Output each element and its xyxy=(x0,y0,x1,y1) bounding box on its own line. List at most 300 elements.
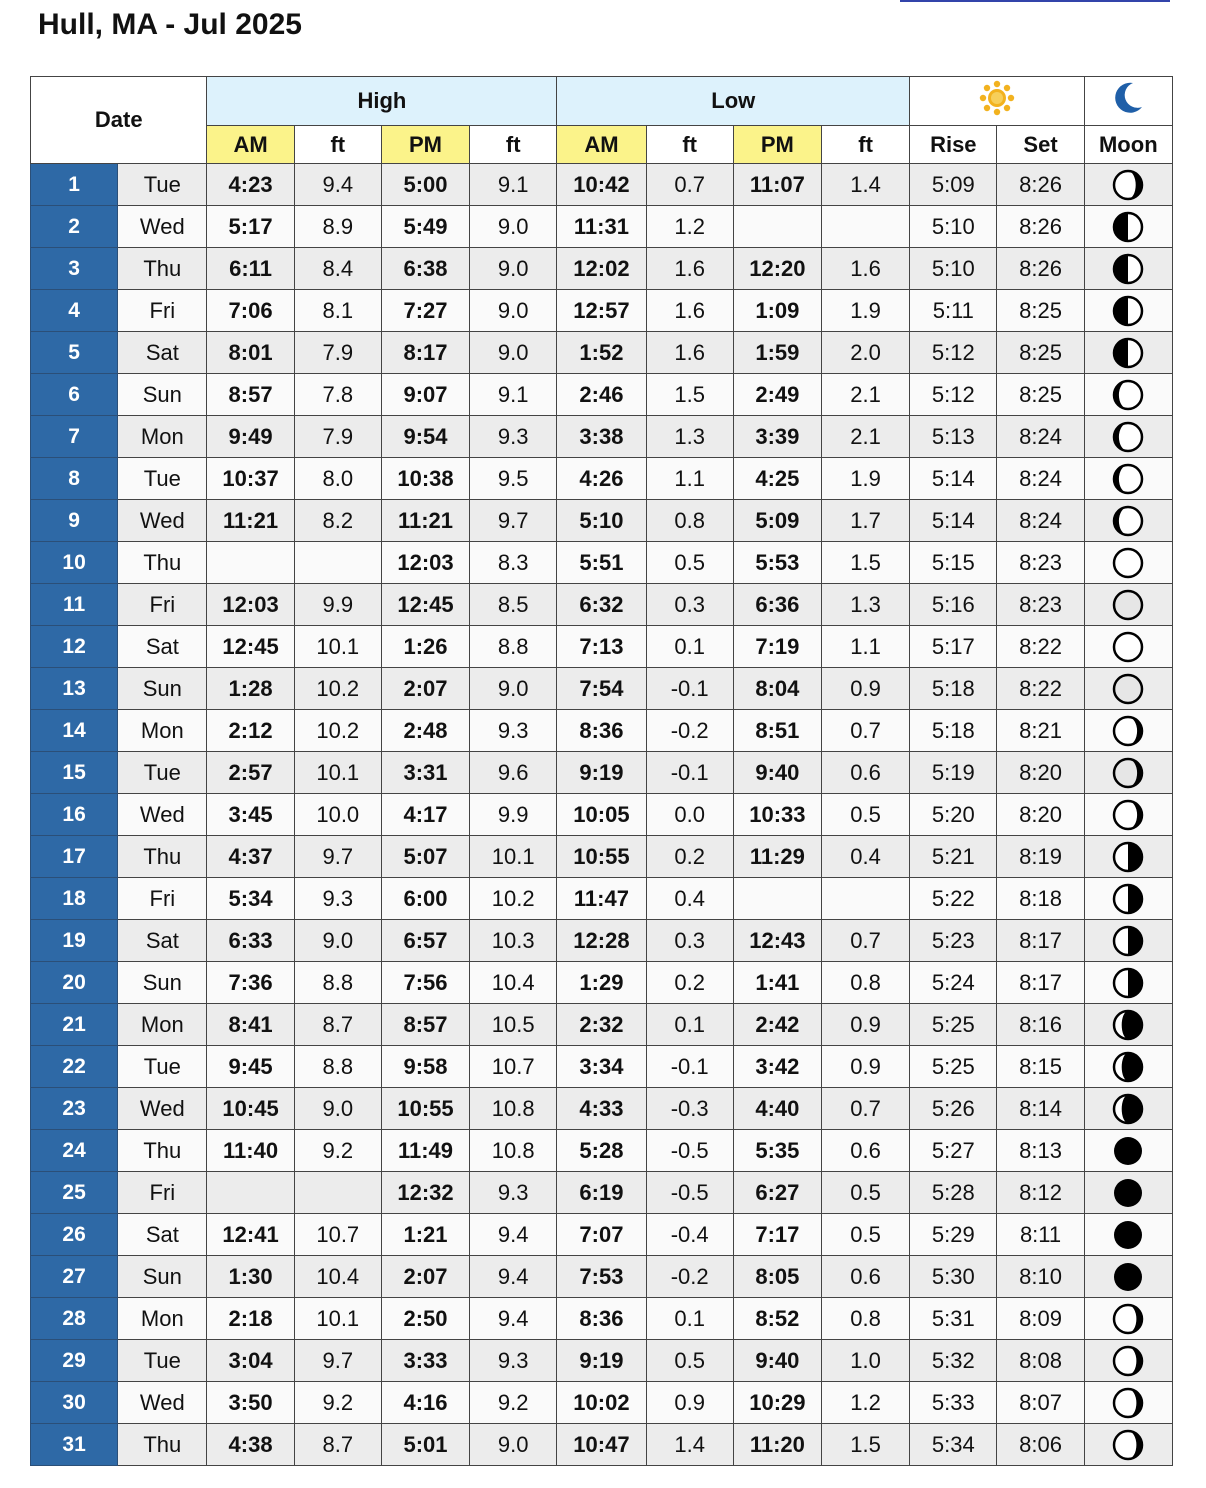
moon-phase-cell xyxy=(1084,164,1172,206)
weekday: Wed xyxy=(118,794,207,836)
sunrise-time: 5:12 xyxy=(910,374,997,416)
moon-phase-cell xyxy=(1084,584,1172,626)
high-am-height: 7.8 xyxy=(294,374,381,416)
high-pm-time: 12:03 xyxy=(381,542,469,584)
high-am-height xyxy=(294,1172,381,1214)
low-pm-time: 12:43 xyxy=(733,920,821,962)
high-pm-header: PM xyxy=(381,126,469,164)
low-am-height: 1.1 xyxy=(646,458,733,500)
low-pm-time: 2:42 xyxy=(733,1004,821,1046)
low-pm-time: 6:36 xyxy=(733,584,821,626)
date-number: 1 xyxy=(31,164,118,206)
low-am-height: 1.6 xyxy=(646,332,733,374)
sunset-time: 8:17 xyxy=(997,962,1084,1004)
low-pm-height: 2.0 xyxy=(821,332,909,374)
table-row xyxy=(31,1340,1173,1382)
high-pm-time: 11:21 xyxy=(381,500,469,542)
sunset-header: Set xyxy=(997,126,1084,164)
weekday: Thu xyxy=(118,248,207,290)
moon-phase-cell xyxy=(1084,1130,1172,1172)
high-am-time: 3:45 xyxy=(207,794,294,836)
moon-phase-cell xyxy=(1084,1382,1172,1424)
high-am-time: 8:41 xyxy=(207,1004,294,1046)
low-am-height: 1.4 xyxy=(646,1424,733,1466)
high-pm-time: 2:07 xyxy=(381,1256,469,1298)
sun-icon xyxy=(978,79,1016,123)
weekday: Thu xyxy=(118,836,207,878)
sunset-time: 8:26 xyxy=(997,206,1084,248)
low-am-time: 11:31 xyxy=(557,206,646,248)
low-pm-height: 0.8 xyxy=(821,962,909,1004)
high-am-height: 9.9 xyxy=(294,584,381,626)
low-pm-time: 8:51 xyxy=(733,710,821,752)
waxing-gibbous-moon-icon xyxy=(1085,378,1172,412)
high-am-height: 10.1 xyxy=(294,752,381,794)
sunset-time: 8:24 xyxy=(997,500,1084,542)
high-am-ft-header: ft xyxy=(294,126,381,164)
last-quarter-moon-icon xyxy=(1085,966,1172,1000)
weekday: Fri xyxy=(118,584,207,626)
low-pm-time: 1:41 xyxy=(733,962,821,1004)
high-am-height: 8.8 xyxy=(294,962,381,1004)
sunset-time: 8:24 xyxy=(997,416,1084,458)
sunrise-time: 5:30 xyxy=(910,1256,997,1298)
crescent-moon-icon xyxy=(1111,96,1145,121)
high-pm-height: 8.3 xyxy=(470,542,557,584)
high-am-height: 9.3 xyxy=(294,878,381,920)
high-am-time: 7:06 xyxy=(207,290,294,332)
low-am-height: 0.8 xyxy=(646,500,733,542)
low-am-height: -0.5 xyxy=(646,1172,733,1214)
low-pm-height: 0.8 xyxy=(821,1298,909,1340)
sunrise-time: 5:23 xyxy=(910,920,997,962)
table-row xyxy=(31,416,1173,458)
weekday: Tue xyxy=(118,1046,207,1088)
sunrise-time: 5:24 xyxy=(910,962,997,1004)
low-pm-height: 1.5 xyxy=(821,542,909,584)
table-row xyxy=(31,1298,1173,1340)
moon-phase-cell xyxy=(1084,668,1172,710)
low-pm-height: 0.9 xyxy=(821,1046,909,1088)
high-pm-time: 7:27 xyxy=(381,290,469,332)
high-pm-time: 1:21 xyxy=(381,1214,469,1256)
high-pm-height: 9.3 xyxy=(470,1172,557,1214)
high-am-time: 12:03 xyxy=(207,584,294,626)
sun-header xyxy=(910,77,1084,126)
table-row xyxy=(31,878,1173,920)
low-am-height: 0.4 xyxy=(646,878,733,920)
weekday: Sun xyxy=(118,668,207,710)
low-am-height: -0.1 xyxy=(646,1046,733,1088)
high-pm-time: 2:48 xyxy=(381,710,469,752)
weekday: Wed xyxy=(118,206,207,248)
sunset-time: 8:12 xyxy=(997,1172,1084,1214)
date-number: 28 xyxy=(31,1298,118,1340)
date-number: 5 xyxy=(31,332,118,374)
high-am-time: 4:23 xyxy=(207,164,294,206)
low-am-height: 1.6 xyxy=(646,248,733,290)
table-row xyxy=(31,752,1173,794)
sunrise-time: 5:19 xyxy=(910,752,997,794)
low-am-time: 8:36 xyxy=(557,1298,646,1340)
low-pm-height: 0.4 xyxy=(821,836,909,878)
moon-phase-cell xyxy=(1084,962,1172,1004)
high-pm-height: 10.5 xyxy=(470,1004,557,1046)
low-pm-time: 3:39 xyxy=(733,416,821,458)
low-am-height: 0.1 xyxy=(646,626,733,668)
low-pm-time: 4:25 xyxy=(733,458,821,500)
sunset-time: 8:09 xyxy=(997,1298,1084,1340)
low-am-time: 10:55 xyxy=(557,836,646,878)
low-pm-time: 1:09 xyxy=(733,290,821,332)
high-pm-height: 10.1 xyxy=(470,836,557,878)
date-number: 20 xyxy=(31,962,118,1004)
low-header: Low xyxy=(557,77,910,126)
high-pm-time: 11:49 xyxy=(381,1130,469,1172)
high-am-time xyxy=(207,542,294,584)
high-am-time: 7:36 xyxy=(207,962,294,1004)
low-am-height: 0.0 xyxy=(646,794,733,836)
moon-phase-cell xyxy=(1084,290,1172,332)
high-pm-height: 9.0 xyxy=(470,1424,557,1466)
low-pm-time: 5:53 xyxy=(733,542,821,584)
high-pm-height: 9.3 xyxy=(470,416,557,458)
low-am-time: 11:47 xyxy=(557,878,646,920)
moon-phase-cell xyxy=(1084,1172,1172,1214)
low-am-time: 5:28 xyxy=(557,1130,646,1172)
low-pm-time: 2:49 xyxy=(733,374,821,416)
sunset-time: 8:26 xyxy=(997,248,1084,290)
low-pm-height: 0.5 xyxy=(821,794,909,836)
low-pm-height xyxy=(821,206,909,248)
low-pm-height: 1.1 xyxy=(821,626,909,668)
low-pm-height: 1.3 xyxy=(821,584,909,626)
date-number: 17 xyxy=(31,836,118,878)
table-row xyxy=(31,836,1173,878)
sunrise-time: 5:16 xyxy=(910,584,997,626)
moon-phase-cell xyxy=(1084,1088,1172,1130)
full-gray-moon-icon xyxy=(1085,672,1172,706)
weekday: Sat xyxy=(118,920,207,962)
low-pm-time xyxy=(733,878,821,920)
sunset-time: 8:25 xyxy=(997,290,1084,332)
low-am-time: 2:32 xyxy=(557,1004,646,1046)
high-am-time: 5:17 xyxy=(207,206,294,248)
weekday: Wed xyxy=(118,500,207,542)
moon-phase-cell xyxy=(1084,920,1172,962)
low-am-height: -0.3 xyxy=(646,1088,733,1130)
high-pm-height: 8.5 xyxy=(470,584,557,626)
high-am-height: 8.0 xyxy=(294,458,381,500)
high-am-height: 8.9 xyxy=(294,206,381,248)
high-am-height: 9.0 xyxy=(294,920,381,962)
waning-crescent-left-moon-icon xyxy=(1085,1050,1172,1084)
date-number: 8 xyxy=(31,458,118,500)
sunset-time: 8:21 xyxy=(997,710,1084,752)
high-pm-height: 8.8 xyxy=(470,626,557,668)
high-am-height: 10.1 xyxy=(294,626,381,668)
low-pm-time: 7:19 xyxy=(733,626,821,668)
moon-phase-cell xyxy=(1084,1340,1172,1382)
moon-phase-cell xyxy=(1084,332,1172,374)
weekday: Tue xyxy=(118,752,207,794)
high-pm-time: 8:17 xyxy=(381,332,469,374)
high-pm-time: 12:45 xyxy=(381,584,469,626)
table-row xyxy=(31,1046,1173,1088)
sunrise-time: 5:10 xyxy=(910,248,997,290)
moon-phase-cell xyxy=(1084,374,1172,416)
sunrise-time: 5:22 xyxy=(910,878,997,920)
high-am-time: 5:34 xyxy=(207,878,294,920)
date-number: 10 xyxy=(31,542,118,584)
high-pm-height: 9.4 xyxy=(470,1298,557,1340)
low-am-height: 0.5 xyxy=(646,542,733,584)
waxing-gibbous-moon-icon xyxy=(1085,504,1172,538)
weekday: Mon xyxy=(118,1298,207,1340)
moon-phase-cell xyxy=(1084,1298,1172,1340)
high-am-time: 2:18 xyxy=(207,1298,294,1340)
sunrise-time: 5:18 xyxy=(910,668,997,710)
sunrise-time: 5:26 xyxy=(910,1088,997,1130)
low-pm-height: 0.9 xyxy=(821,1004,909,1046)
high-pm-height: 9.4 xyxy=(470,1214,557,1256)
low-am-height: -0.2 xyxy=(646,1256,733,1298)
low-am-time: 4:26 xyxy=(557,458,646,500)
low-am-height: 0.1 xyxy=(646,1004,733,1046)
weekday: Sat xyxy=(118,332,207,374)
high-pm-time: 3:31 xyxy=(381,752,469,794)
date-number: 6 xyxy=(31,374,118,416)
high-am-height: 9.2 xyxy=(294,1130,381,1172)
first-quarter-moon-icon xyxy=(1085,252,1172,286)
low-am-height: 1.3 xyxy=(646,416,733,458)
high-am-time: 6:33 xyxy=(207,920,294,962)
date-number: 25 xyxy=(31,1172,118,1214)
sunset-time: 8:18 xyxy=(997,878,1084,920)
sunrise-time: 5:11 xyxy=(910,290,997,332)
low-pm-height: 0.7 xyxy=(821,710,909,752)
sunrise-time: 5:31 xyxy=(910,1298,997,1340)
sunrise-time: 5:17 xyxy=(910,626,997,668)
low-am-height: 1.2 xyxy=(646,206,733,248)
low-am-time: 9:19 xyxy=(557,752,646,794)
table-row xyxy=(31,290,1173,332)
table-row xyxy=(31,248,1173,290)
first-quarter-moon-icon xyxy=(1085,336,1172,370)
low-am-time: 12:28 xyxy=(557,920,646,962)
weekday: Tue xyxy=(118,1340,207,1382)
sunset-time: 8:14 xyxy=(997,1088,1084,1130)
low-am-time: 3:38 xyxy=(557,416,646,458)
low-pm-time: 3:42 xyxy=(733,1046,821,1088)
high-pm-time: 8:57 xyxy=(381,1004,469,1046)
low-am-height: -0.5 xyxy=(646,1130,733,1172)
table-row xyxy=(31,1214,1173,1256)
high-am-time: 10:37 xyxy=(207,458,294,500)
high-am-height: 8.8 xyxy=(294,1046,381,1088)
high-am-height: 8.7 xyxy=(294,1004,381,1046)
waxing-crescent-moon-icon xyxy=(1085,1428,1172,1462)
high-am-height: 10.4 xyxy=(294,1256,381,1298)
sunrise-time: 5:29 xyxy=(910,1214,997,1256)
sunset-time: 8:15 xyxy=(997,1046,1084,1088)
moon-phase-cell xyxy=(1084,500,1172,542)
last-quarter-moon-icon xyxy=(1085,882,1172,916)
low-am-time: 1:29 xyxy=(557,962,646,1004)
sunrise-time: 5:25 xyxy=(910,1046,997,1088)
high-pm-time: 1:26 xyxy=(381,626,469,668)
top-link-underline xyxy=(900,0,1170,2)
high-am-time: 6:11 xyxy=(207,248,294,290)
low-am-time: 12:02 xyxy=(557,248,646,290)
moon-header: Moon xyxy=(1084,126,1172,164)
sunrise-time: 5:18 xyxy=(910,710,997,752)
high-pm-height: 10.2 xyxy=(470,878,557,920)
high-pm-height: 10.7 xyxy=(470,1046,557,1088)
weekday: Sun xyxy=(118,962,207,1004)
waxing-crescent-moon-icon xyxy=(1085,1344,1172,1378)
table-row xyxy=(31,626,1173,668)
table-row xyxy=(31,332,1173,374)
table-row xyxy=(31,1172,1173,1214)
sunrise-time: 5:34 xyxy=(910,1424,997,1466)
high-am-time: 2:12 xyxy=(207,710,294,752)
sunrise-header: Rise xyxy=(910,126,997,164)
high-pm-height: 10.3 xyxy=(470,920,557,962)
waxing-crescent-moon-icon xyxy=(1085,1302,1172,1336)
low-pm-time xyxy=(733,206,821,248)
low-am-height: -0.1 xyxy=(646,752,733,794)
high-am-time: 3:04 xyxy=(207,1340,294,1382)
high-pm-height: 9.0 xyxy=(470,290,557,332)
date-number: 13 xyxy=(31,668,118,710)
low-pm-height: 1.0 xyxy=(821,1340,909,1382)
high-am-time: 8:57 xyxy=(207,374,294,416)
moon-phase-cell xyxy=(1084,1046,1172,1088)
low-pm-height: 2.1 xyxy=(821,374,909,416)
high-am-time: 8:01 xyxy=(207,332,294,374)
sunset-time: 8:20 xyxy=(997,752,1084,794)
waning-crescent-left-moon-icon xyxy=(1085,1008,1172,1042)
table-row xyxy=(31,1382,1173,1424)
low-pm-time: 10:33 xyxy=(733,794,821,836)
weekday: Sat xyxy=(118,1214,207,1256)
low-pm-height: 1.5 xyxy=(821,1424,909,1466)
high-am-height: 9.0 xyxy=(294,1088,381,1130)
high-am-time: 9:45 xyxy=(207,1046,294,1088)
low-am-time: 6:32 xyxy=(557,584,646,626)
waning-crescent-moon-icon xyxy=(1085,168,1172,202)
high-am-height: 8.7 xyxy=(294,1424,381,1466)
date-number: 4 xyxy=(31,290,118,332)
date-number: 3 xyxy=(31,248,118,290)
high-am-time: 11:40 xyxy=(207,1130,294,1172)
first-quarter-moon-icon xyxy=(1085,294,1172,328)
high-am-height: 9.4 xyxy=(294,164,381,206)
high-am-height: 10.7 xyxy=(294,1214,381,1256)
moon-phase-cell xyxy=(1084,626,1172,668)
date-number: 19 xyxy=(31,920,118,962)
low-am-time: 1:52 xyxy=(557,332,646,374)
low-pm-time: 7:17 xyxy=(733,1214,821,1256)
high-am-height: 10.2 xyxy=(294,710,381,752)
high-pm-time: 6:57 xyxy=(381,920,469,962)
low-am-height: 0.2 xyxy=(646,836,733,878)
high-pm-height: 9.7 xyxy=(470,500,557,542)
low-pm-time: 5:35 xyxy=(733,1130,821,1172)
high-pm-height: 9.2 xyxy=(470,1382,557,1424)
high-am-time: 1:30 xyxy=(207,1256,294,1298)
low-am-time: 5:51 xyxy=(557,542,646,584)
sunset-time: 8:10 xyxy=(997,1256,1084,1298)
table-row xyxy=(31,1088,1173,1130)
date-number: 9 xyxy=(31,500,118,542)
high-pm-time: 9:54 xyxy=(381,416,469,458)
table-row xyxy=(31,206,1173,248)
sunrise-time: 5:20 xyxy=(910,794,997,836)
moon-phase-cell xyxy=(1084,752,1172,794)
date-number: 21 xyxy=(31,1004,118,1046)
low-am-height: 0.3 xyxy=(646,584,733,626)
new-moon-icon xyxy=(1085,1218,1172,1252)
date-number: 24 xyxy=(31,1130,118,1172)
high-am-time: 3:50 xyxy=(207,1382,294,1424)
high-pm-height: 10.4 xyxy=(470,962,557,1004)
high-pm-time: 9:58 xyxy=(381,1046,469,1088)
low-pm-height: 0.6 xyxy=(821,1130,909,1172)
waning-crescent-left-moon-icon xyxy=(1085,1092,1172,1126)
waxing-crescent-moon-icon xyxy=(1085,1386,1172,1420)
low-pm-ft-header: ft xyxy=(821,126,909,164)
high-pm-time: 9:07 xyxy=(381,374,469,416)
sunrise-time: 5:15 xyxy=(910,542,997,584)
low-am-time: 5:10 xyxy=(557,500,646,542)
low-pm-height: 0.7 xyxy=(821,920,909,962)
moon-phase-cell xyxy=(1084,542,1172,584)
high-am-time xyxy=(207,1172,294,1214)
tide-table xyxy=(30,76,1173,1466)
date-number: 26 xyxy=(31,1214,118,1256)
low-am-height: -0.4 xyxy=(646,1214,733,1256)
sunrise-time: 5:25 xyxy=(910,1004,997,1046)
sunrise-time: 5:14 xyxy=(910,500,997,542)
low-pm-height xyxy=(821,878,909,920)
low-am-time: 10:47 xyxy=(557,1424,646,1466)
sunrise-time: 5:12 xyxy=(910,332,997,374)
low-am-time: 2:46 xyxy=(557,374,646,416)
low-pm-time: 11:29 xyxy=(733,836,821,878)
high-pm-height: 9.0 xyxy=(470,332,557,374)
low-am-time: 6:19 xyxy=(557,1172,646,1214)
moon-phase-cell xyxy=(1084,1004,1172,1046)
low-am-time: 8:36 xyxy=(557,710,646,752)
weekday: Mon xyxy=(118,710,207,752)
low-am-time: 3:34 xyxy=(557,1046,646,1088)
high-am-time: 12:41 xyxy=(207,1214,294,1256)
high-am-height: 9.2 xyxy=(294,1382,381,1424)
date-number: 30 xyxy=(31,1382,118,1424)
moon-phase-cell xyxy=(1084,878,1172,920)
low-pm-height: 1.4 xyxy=(821,164,909,206)
table-row xyxy=(31,584,1173,626)
high-pm-time: 5:07 xyxy=(381,836,469,878)
high-pm-height: 9.9 xyxy=(470,794,557,836)
sunset-time: 8:20 xyxy=(997,794,1084,836)
date-number: 22 xyxy=(31,1046,118,1088)
sunset-time: 8:24 xyxy=(997,458,1084,500)
high-pm-time: 6:38 xyxy=(381,248,469,290)
sunrise-time: 5:21 xyxy=(910,836,997,878)
